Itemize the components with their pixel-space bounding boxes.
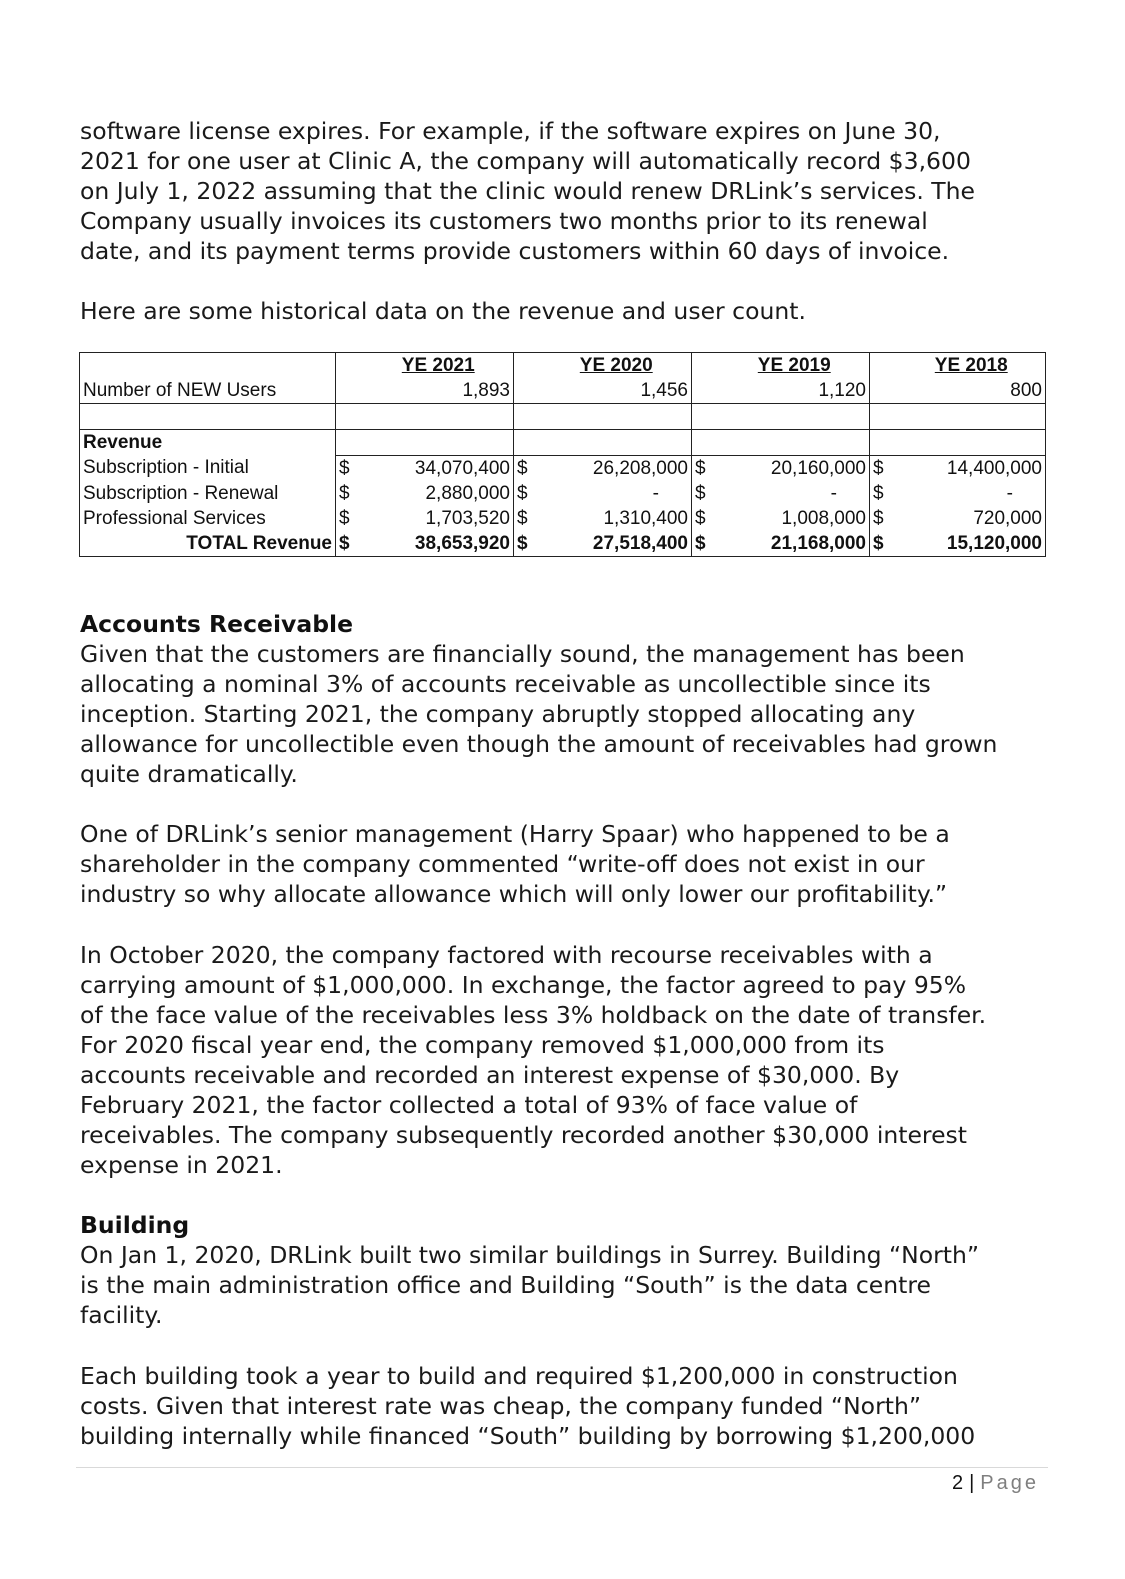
page-number: 2 (951, 1472, 964, 1494)
table-row (80, 506, 1046, 531)
footer-divider (76, 1467, 1048, 1468)
row-label: Subscription - Renewal (80, 481, 336, 506)
footer-separator: | (969, 1472, 975, 1494)
year-header: YE 2021 (364, 353, 514, 379)
cell-value: - (898, 481, 1046, 506)
total-value: 15,120,000 (898, 531, 1046, 557)
ar-line: allocating a nominal 3% of accounts receivable as uncollectible since its (80, 670, 931, 698)
ar-line: shareholder in the company commented “write-off does not exist in our (80, 850, 925, 878)
cell-value: 34,070,400 (364, 456, 514, 482)
revenue-table (79, 352, 1046, 557)
new-users-value: 1,120 (720, 378, 870, 404)
ar-line: accounts receivable and recorded an interest expense of $30,000. By (80, 1061, 900, 1089)
ar-paragraph-2 (80, 819, 1055, 909)
new-users-value: 1,456 (542, 378, 692, 404)
dollar-sign: $ (336, 456, 364, 482)
ar-line: One of DRLink’s senior management (Harry Spaar) who happened to be a (80, 820, 950, 848)
new-users-value: 800 (898, 378, 1046, 404)
table-row (80, 481, 1046, 506)
page-label: Page (980, 1472, 1039, 1494)
cell-value: 1,703,520 (364, 506, 514, 531)
building-heading: Building (80, 1211, 190, 1239)
intro-line: on July 1, 2022 assuming that the clinic would renew DRLink’s services. The (80, 177, 975, 205)
year-header: YE 2018 (898, 353, 1046, 379)
dollar-sign: $ (695, 507, 706, 529)
row-label: Professional Services (80, 506, 336, 531)
cell-value: 1,008,000 (720, 506, 870, 531)
ar-line: of the face value of the receivables less 3% holdback on the date of transfer. (80, 1001, 987, 1029)
cell-value: 14,400,000 (898, 456, 1046, 482)
building-paragraph-2 (80, 1361, 1055, 1451)
year-header: YE 2020 (542, 353, 692, 379)
total-value: 38,653,920 (364, 531, 514, 557)
ar-line: quite dramatically. (80, 760, 298, 788)
cell-value: 1,310,400 (542, 506, 692, 531)
table-row (80, 456, 1046, 482)
page-footer (952, 1472, 1039, 1495)
building-line: costs. Given that interest rate was cheap, the company funded “North” (80, 1392, 922, 1420)
building-line: On Jan 1, 2020, DRLink built two similar buildings in Surrey. Building “North” (80, 1241, 980, 1269)
intro-paragraph (80, 116, 1055, 266)
building-line: is the main administration office and Building “South” is the data centre (80, 1271, 931, 1299)
revenue-header: Revenue (80, 430, 336, 456)
cell-value: - (720, 481, 870, 506)
total-value: 21,168,000 (720, 531, 870, 557)
table-row (80, 430, 1046, 456)
dollar-sign: $ (339, 507, 350, 529)
dollar-sign: $ (517, 507, 528, 529)
new-users-value: 1,893 (364, 378, 514, 404)
ar-line: industry so why allocate allowance which will only lower our profitability.” (80, 880, 948, 908)
ar-line: Given that the customers are financially sound, the management has been (80, 640, 965, 668)
accounts-receivable-heading: Accounts Receivable (80, 610, 354, 638)
dollar-sign: $ (336, 531, 364, 557)
new-users-label: Number of NEW Users (80, 378, 336, 404)
dollar-sign: $ (514, 531, 542, 557)
ar-line: In October 2020, the company factored with recourse receivables with a (80, 941, 933, 969)
ar-line: allowance for uncollectible even though the amount of receivables had grown (80, 730, 998, 758)
total-value: 27,518,400 (542, 531, 692, 557)
intro-line: 2021 for one user at Clinic A, the company will automatically record $3,600 (80, 147, 971, 175)
dollar-sign: $ (514, 456, 542, 482)
ar-paragraph-3 (80, 940, 1055, 1180)
cell-value: 20,160,000 (720, 456, 870, 482)
ar-line: expense in 2021. (80, 1151, 283, 1179)
ar-line: receivables. The company subsequently recorded another $30,000 interest (80, 1121, 967, 1149)
cell-value: 26,208,000 (542, 456, 692, 482)
dollar-sign: $ (339, 482, 350, 504)
ar-line: inception. Starting 2021, the company abruptly stopped allocating any (80, 700, 916, 728)
dollar-sign: $ (873, 507, 884, 529)
building-line: facility. (80, 1301, 163, 1329)
total-row (80, 531, 1046, 557)
intro-line: Company usually invoices its customers two months prior to its renewal (80, 207, 928, 235)
building-paragraph-1 (80, 1240, 1055, 1330)
ar-paragraph-1 (80, 639, 1055, 789)
table-spacer-row (80, 404, 1046, 430)
historical-intro: Here are some historical data on the revenue and user count. (80, 297, 806, 325)
building-line: building internally while financed “South” building by borrowing $1,200,000 (80, 1422, 976, 1450)
total-label: TOTAL Revenue (80, 531, 336, 557)
dollar-sign: $ (692, 456, 720, 482)
year-header: YE 2019 (720, 353, 870, 379)
building-line: Each building took a year to build and required $1,200,000 in construction (80, 1362, 958, 1390)
dollar-sign: $ (870, 456, 898, 482)
dollar-sign: $ (873, 482, 884, 504)
ar-line: February 2021, the factor collected a total of 93% of face value of (80, 1091, 858, 1119)
dollar-sign: $ (695, 482, 706, 504)
dollar-sign: $ (870, 531, 898, 557)
cell-value: 2,880,000 (364, 481, 514, 506)
cell-value: - (542, 481, 692, 506)
ar-line: carrying amount of $1,000,000. In exchange, the factor agreed to pay 95% (80, 971, 967, 999)
cell-value: 720,000 (898, 506, 1046, 531)
intro-line: software license expires. For example, if the software expires on June 30, (80, 117, 941, 145)
ar-line: For 2020 fiscal year end, the company removed $1,000,000 from its (80, 1031, 885, 1059)
dollar-sign: $ (692, 531, 720, 557)
intro-line: date, and its payment terms provide customers within 60 days of invoice. (80, 237, 950, 265)
dollar-sign: $ (517, 482, 528, 504)
row-label: Subscription - Initial (80, 456, 336, 482)
table-row (80, 378, 1046, 404)
table-header-row (80, 353, 1046, 379)
